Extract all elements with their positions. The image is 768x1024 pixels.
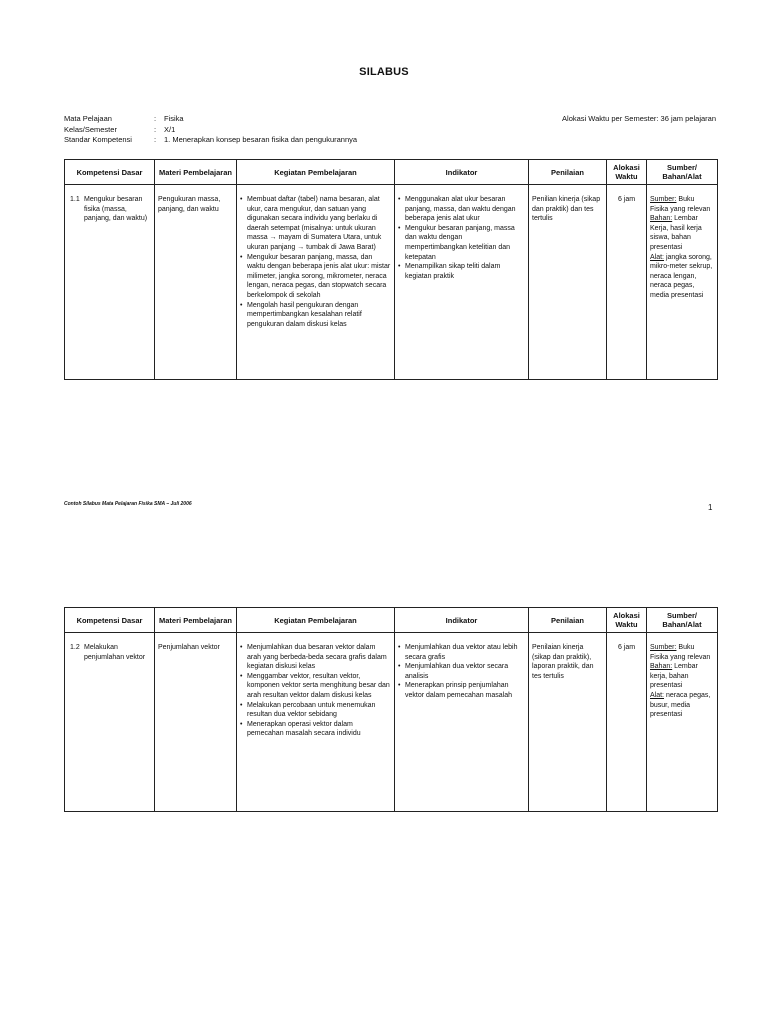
list-item: • Menjumlahkan dua vektor secara analisis (398, 662, 525, 681)
sumber-label: Sumber: (650, 644, 677, 651)
sumber-text: Buku Fisika yang relevan (650, 196, 711, 213)
meta-row-class (64, 125, 716, 136)
list-item: • Menggambar vektor, resultan vektor, komponen vektor serta menghitung besar dan arah resultan vektor dalam diskusi kelas (240, 672, 391, 701)
meta-row-standard (64, 135, 716, 146)
standard-label: Standar Kompetensi (64, 135, 132, 144)
header-penilaian: Penilaian (529, 160, 607, 185)
table-row (65, 185, 718, 380)
header-indikator: Indikator (395, 608, 529, 633)
kd-number: 1.2 (70, 644, 80, 651)
bahan-text: Lembar Kerja, hasil kerja siswa, bahan presentasi (650, 215, 702, 251)
header-kegiatan: Kegiatan Pembelajaran (237, 160, 395, 185)
header-kompetensi-dasar: Kompetensi Dasar (65, 608, 155, 633)
list-item: • Melakukan percobaan untuk menemukan resultan dua vektor sebidang (240, 701, 391, 720)
list-item: • Menampilkan sikap teliti dalam kegiatan praktik (398, 262, 525, 281)
header-materi: Materi Pembelajaran (155, 160, 237, 185)
table-row (65, 633, 718, 812)
cell-indikator (395, 185, 529, 380)
header-sumber: Sumber/ Bahan/Alat (647, 160, 718, 185)
kd-number: 1.1 (70, 196, 80, 203)
list-item: • Mengukur besaran panjang, massa dan waktu dengan mempertimbangkan ketelitian dan ketepatan (398, 224, 525, 262)
sumber-label: Sumber: (650, 196, 677, 203)
cell-kegiatan (237, 633, 395, 812)
colon: : (154, 124, 157, 134)
cell-alokasi: 6 jam (607, 633, 647, 812)
class-label: Kelas/Semester (64, 124, 117, 134)
list-item: • Menjumlahkan dua besaran vektor dalam arah yang berbeda-beda secara grafis dalam kegiatan diskusi kelas (240, 643, 391, 672)
syllabus-table-1 (64, 159, 718, 380)
alat-text: jangka sorong, mikro-meter sekrup, neraca lengan, neraca pegas, media presentasi (650, 253, 713, 299)
meta-row-subject (64, 114, 716, 125)
cell-kegiatan (237, 185, 395, 380)
list-item: • Menjumlahkan dua vektor atau lebih secara grafis (398, 643, 525, 662)
cell-penilaian: Penilaian kinerja (sikap dan praktik), laporan praktik, dan tes tertulis (529, 633, 607, 812)
header-penilaian: Penilaian (529, 608, 607, 633)
cell-penilaian: Penilian kinerja (sikap dan praktik) dan tes tertulis (529, 185, 607, 380)
page-number: 1 (708, 503, 713, 512)
table-header-row (65, 160, 718, 185)
standard-value: 1. Menerapkan konsep besaran fisika dan pengukurannya (164, 135, 358, 144)
cell-materi: Pengukuran massa, panjang, dan waktu (155, 185, 237, 380)
header-alokasi: Alokasi Waktu (607, 160, 647, 185)
table-header-row (65, 608, 718, 633)
list-item: • Membuat daftar (tabel) nama besaran, alat ukur, cara mengukur, dan satuan yang digunakan secara individu yang berlaku di daerah setempat (misalnya: untuk ukuran massa → mayam di Sumatera Utara, untuk ukuran panjang → tumbak di Jawa Barat) (240, 195, 391, 253)
kd-text: Mengukur besaran fisika (massa, panjang, dan waktu) (84, 196, 148, 223)
list-item: • Mengukur besaran panjang, massa, dan waktu dengan beberapa jenis alat ukur: mistar milimeter, jangka sorong, mikrometer, neraca lengan, neraca pegas, dan stopwatch secara berkelompok di sekolah (240, 253, 391, 301)
list-item: • Menggunakan alat ukur besaran panjang, massa, dan waktu dengan beberapa jenis alat ukur (398, 195, 525, 224)
header-indikator: Indikator (395, 160, 529, 185)
document-title: SILABUS (359, 66, 409, 78)
alat-label: Alat: (650, 691, 665, 699)
cell-kompetensi (65, 185, 155, 380)
alat-text: neraca pegas, busur, media presentasi (650, 691, 711, 719)
cell-kompetensi (65, 633, 155, 812)
cell-alokasi: 6 jam (607, 185, 647, 380)
colon: : (154, 114, 157, 123)
list-item: • Mengolah hasil pengukuran dengan mempertimbangkan kesalahan relatif pengukuran dalam diskusi kelas (240, 301, 391, 330)
list-item: • Menerapkan prinsip penjumlahan vektor dalam pemecahan masalah (398, 681, 525, 700)
header-materi: Materi Pembelajaran (155, 608, 237, 633)
time-allocation: Alokasi Waktu per Semester: 36 jam pelajaran (562, 114, 716, 123)
subject-value: Fisika (164, 114, 184, 123)
alat-label: Alat: (650, 253, 665, 261)
header-kegiatan: Kegiatan Pembelajaran (237, 608, 395, 633)
cell-sumber (647, 633, 718, 812)
class-value: X/1 (164, 124, 176, 134)
bahan-label: Bahan: (650, 215, 673, 223)
cell-materi: Penjumlahan vektor (155, 633, 237, 812)
sumber-text: Buku Fisika yang relevan (650, 644, 711, 661)
header-alokasi: Alokasi Waktu (607, 608, 647, 633)
cell-sumber (647, 185, 718, 380)
bahan-label: Bahan: (650, 663, 673, 671)
list-item: • Menerapkan operasi vektor dalam pemecahan masalah secara individu (240, 720, 391, 739)
colon: : (154, 135, 157, 144)
header-kompetensi-dasar: Kompetensi Dasar (65, 160, 155, 185)
bahan-text: Lembar kerja, bahan presentasi (650, 663, 698, 690)
footer-note: Contoh Silabus Mata Pelajaran Fisika SMA – Juli 2006 (64, 501, 192, 507)
subject-label: Mata Pelajaan (64, 114, 112, 123)
syllabus-table-2 (64, 607, 718, 812)
cell-indikator (395, 633, 529, 812)
syllabus-meta (64, 114, 716, 146)
header-sumber: Sumber/ Bahan/Alat (647, 608, 718, 633)
kd-text: Melakukan penjumlahan vektor (84, 644, 146, 661)
